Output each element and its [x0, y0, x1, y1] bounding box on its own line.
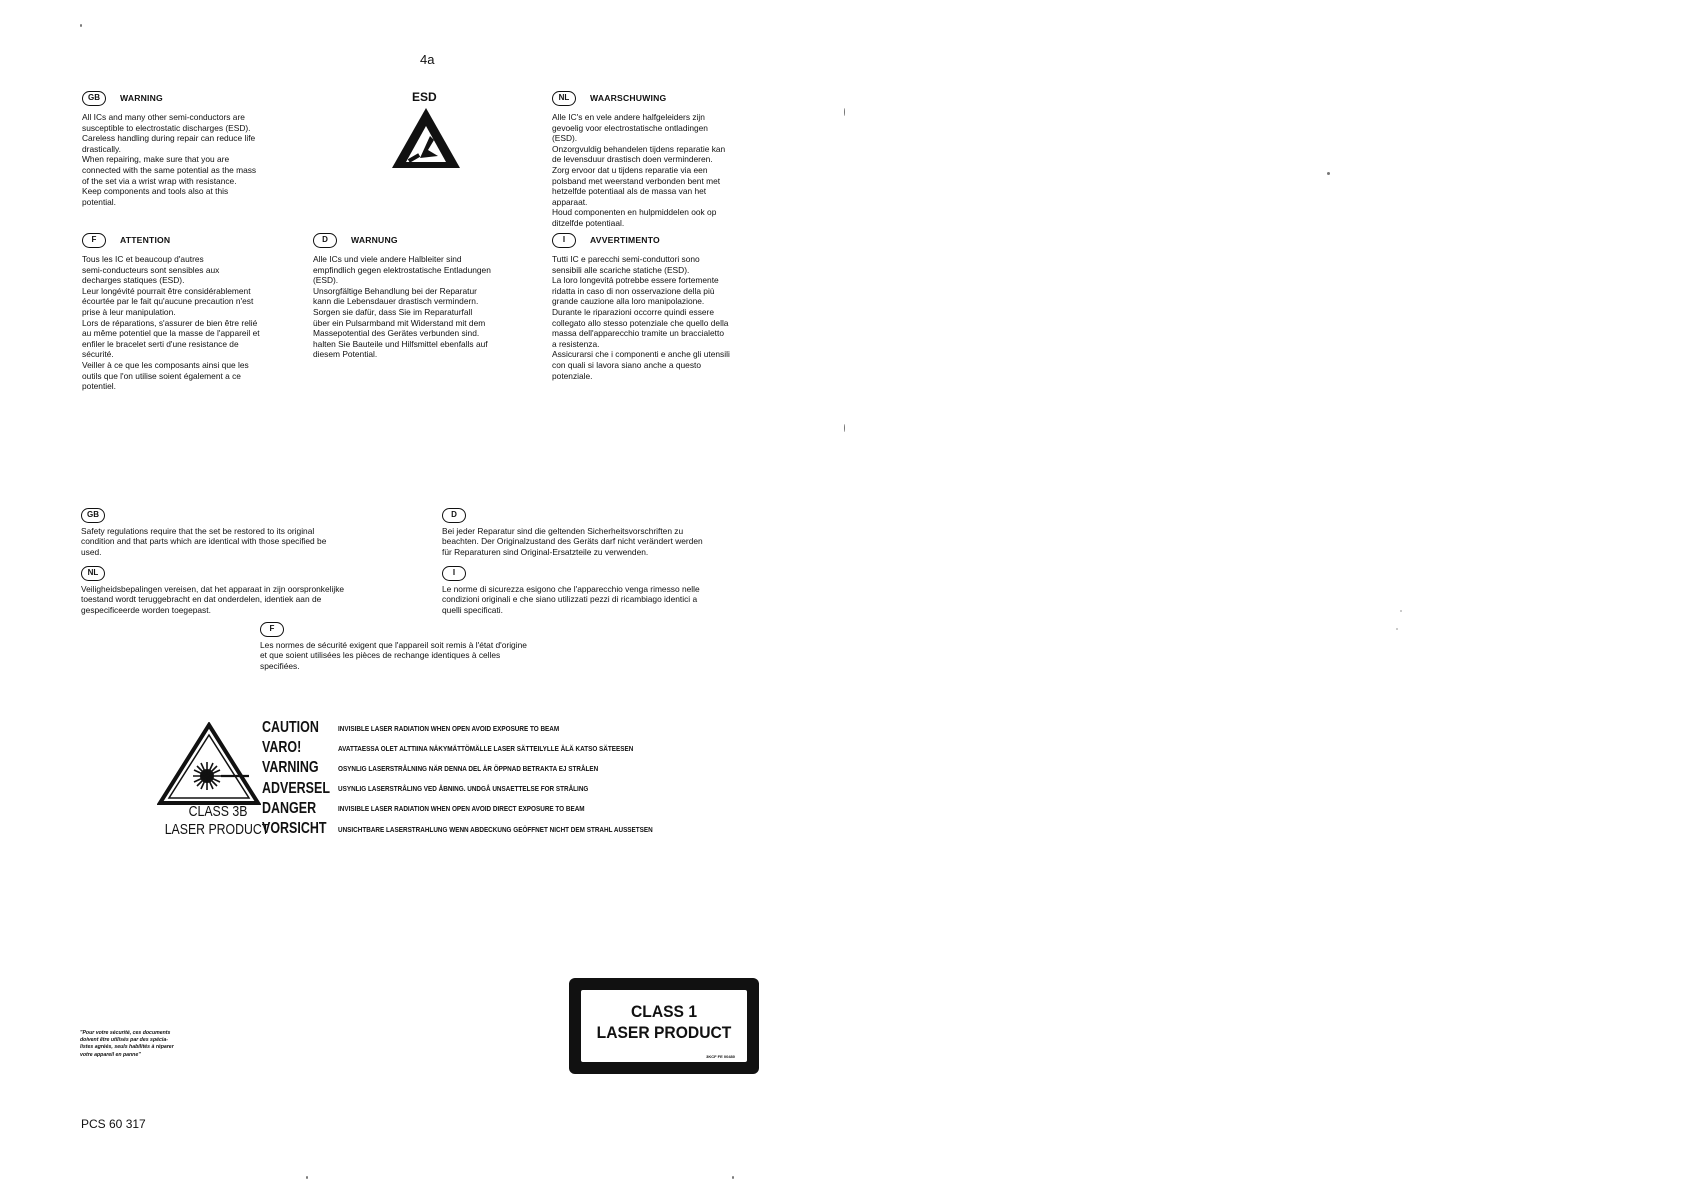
footnote-line: "Pour votre sécurité, ces documents [80, 1030, 171, 1036]
safety-line: Les normes de sécurité exigent que l'appareil soit remis à l'état d'origine [260, 640, 527, 650]
scan-speck [1327, 172, 1330, 175]
warning-line: hetzelfde potentiaal als de massa van het [552, 186, 707, 197]
footnote-line: listes agréés, seuls habilités à réparer [80, 1044, 174, 1051]
safety-f [260, 622, 527, 671]
warning-line: Keep components and tools also at this [82, 186, 229, 197]
safety-line: Bei jeder Reparatur sind die geltenden Sicherheitsvorschriften zu [442, 526, 684, 536]
badge-nl: NL [81, 566, 105, 581]
warning-line: Durante le riparazioni occorre quindi essere [552, 306, 714, 317]
laser-warning-row [262, 758, 704, 778]
page-number: 4a [420, 52, 435, 67]
warning-line: connected with the same potential as the mass [82, 164, 257, 175]
laser-warning-word: VARO! [262, 739, 302, 757]
warning-line: polsband met weerstand verbonden bent met [552, 175, 721, 186]
warning-line: outils que l'on utilise soient également a ce [82, 370, 241, 381]
warning-line: Lors de réparations, s'assurer de bien être relié [82, 317, 258, 328]
safety-d [442, 508, 703, 557]
warning-line: ditzelfde potentiaal. [552, 217, 625, 228]
warning-line: All ICs and many other semi-conductors are [82, 112, 245, 122]
esd-warning-triangle-icon [390, 106, 462, 175]
badge-d: D [442, 508, 466, 523]
warning-title: WARNING [120, 93, 163, 104]
warning-line: über ein Pulsarmband mit Widerstand mit dem [313, 317, 486, 328]
scan-speck [1396, 628, 1398, 630]
warning-line: con quali si lavora siano anche a questo [552, 359, 701, 370]
warning-line: drastically. [82, 143, 121, 154]
warning-line: potentiel. [82, 381, 116, 392]
warning-line: a resistenza. [552, 338, 600, 349]
laser-warning-text: INVISIBLE LASER RADIATION WHEN OPEN AVOID EXPOSURE TO BEAM [338, 723, 560, 733]
warning-line: When repairing, make sure that you are [82, 154, 230, 165]
safety-line: beachten. Der Originalzustand des Geräts darf nicht verändert werden [442, 536, 703, 547]
warning-line: Veiller à ce que les composants ainsi que les [82, 359, 249, 370]
warning-line: apparaat. [552, 196, 588, 207]
warning-line: ridatta in caso di non osservazione della più [552, 285, 715, 296]
laser-warning-word: ADVERSEL [262, 779, 330, 797]
warning-line: Careless handling during repair can reduce life [82, 133, 256, 144]
warning-line: sécurité. [82, 349, 114, 360]
warning-line: diesem Potential. [313, 349, 378, 360]
safety-line: Veiligheidsbepalingen vereisen, dat het apparaat in zijn oorspronkelijke [81, 584, 345, 594]
laser-warning-text: OSYNLIG LASERSTRÅLNING NÄR DENNA DEL ÄR ÖPPNAD BETRAKTA EJ STRÅLEN [338, 763, 599, 773]
warning-line: decharges statiques (ESD). [82, 275, 185, 286]
warning-text [82, 254, 260, 392]
warning-line: enfiler le bracelet serti d'une resistance de [82, 338, 239, 349]
warning-line: Massepotential des Gerätes verbunden sind. [313, 328, 480, 339]
scan-speck [732, 1176, 734, 1179]
laser-warning-row [262, 779, 704, 799]
laser-product-label: LASER PRODUCT [164, 821, 270, 838]
laser-warning-row [262, 799, 704, 819]
safety-line: et que soient utilisées les pièces de rechange identiques à celles [260, 650, 501, 661]
footnote [80, 1030, 174, 1059]
laser-warning-word: DANGER [262, 799, 317, 817]
document-code: PCS 60 317 [81, 1117, 146, 1131]
warning-line: gevoelig voor electrostatische ontladingen [552, 122, 708, 133]
safety-i [442, 566, 700, 615]
warning-title: AVVERTIMENTO [590, 235, 660, 246]
warning-line: Alle IC's en vele andere halfgeleiders zijn [552, 112, 705, 122]
safety-gb [81, 508, 326, 557]
warning-text [552, 254, 730, 381]
warning-line: écourtée par le fait qu'aucune precaution n'est [82, 296, 254, 307]
warning-line: kann die Lebensdauer drastisch vermindern. [313, 296, 479, 307]
safety-nl [81, 566, 344, 615]
warning-line: Unsorgfältige Behandlung bei der Reparatur [313, 285, 477, 296]
safety-line: toestand wordt teruggebracht en dat onderdelen, identiek aan de [81, 594, 322, 605]
class1-line2: LASER PRODUCT [596, 1023, 732, 1042]
laser-warning-word: VORSICHT [262, 820, 327, 838]
warning-line: Leur longévité pourrait être considérablement [82, 285, 251, 296]
safety-line: gespecificeerde worden toegepast. [81, 604, 211, 615]
warning-line: (ESD). [552, 133, 578, 144]
warning-text [552, 112, 725, 229]
footnote-line: votre appareil en panne" [80, 1051, 141, 1058]
scan-speck [80, 24, 82, 27]
warning-line: Zorg ervoor dat u tijdens reparatie via een [552, 164, 708, 175]
warning-line: potenziale. [552, 370, 593, 381]
warning-line: de levensduur drastisch doen verminderen. [552, 154, 713, 165]
warning-title: ATTENTION [120, 235, 171, 246]
warning-line: Sorgen sie dafür, dass Sie im Reparaturfall [313, 306, 473, 317]
warning-text [82, 112, 256, 207]
warning-d [313, 233, 491, 360]
badge-i: I [442, 566, 466, 581]
warning-line: sensibili alle scariche statiche (ESD). [552, 264, 690, 275]
warning-line: Alle ICs und viele andere Halbleiter sind [313, 254, 462, 264]
laser-warning-word: VARNING [262, 759, 319, 777]
laser-warning-text: AVATTAESSA OLET ALTTIINA NÄKYMÄTTÖMÄLLE LASER SÄTTEILYLLE ÄLÄ KATSO SÄTEESEN [338, 743, 634, 753]
warning-line: La loro longevitá potrebbe essere fortemente [552, 275, 719, 286]
safety-line: specifiées. [260, 660, 300, 671]
scan-speck [1400, 610, 1402, 612]
warning-line: Tutti IC e parecchi semi-conduttori sono [552, 254, 700, 264]
warning-nl [552, 91, 725, 229]
safety-line: quelli specificati. [442, 604, 503, 615]
warning-title: WARNUNG [351, 235, 398, 246]
warning-title: WAARSCHUWING [590, 93, 667, 104]
badge-f: F [82, 233, 106, 248]
laser-warning-triangle-icon [157, 722, 261, 811]
badge-f: F [260, 622, 284, 637]
warning-line: Assicurarsi che i componenti e anche gli utensili [552, 349, 730, 360]
esd-title: ESD [412, 90, 437, 104]
warning-f [82, 233, 260, 392]
warning-line: massa dell'apparecchio tramite un braccialetto [552, 328, 724, 339]
warning-line: halten Sie Bauteile und Hilfsmittel ebenfalls auf [313, 338, 488, 349]
warning-line: (ESD). [313, 275, 339, 286]
scan-speck [844, 108, 845, 116]
badge-i: I [552, 233, 576, 248]
class1-code: 3KCF FE 00480 [706, 1054, 735, 1059]
safety-line: used. [81, 546, 102, 557]
laser-class-label: CLASS 3B [188, 803, 248, 820]
scan-speck [844, 424, 845, 432]
warning-line: susceptible to electrostatic discharges (ESD). [82, 122, 251, 133]
safety-line: Safety regulations require that the set be restored to its original [81, 526, 315, 536]
warning-line: Tous les IC et beaucoup d'autres [82, 254, 204, 264]
warning-line: collegato allo stesso potenziale che quello della [552, 317, 729, 328]
footnote-line: doivent être utilisés par des spécia- [80, 1037, 168, 1044]
laser-warning-row [262, 718, 704, 738]
safety-line: für Reparaturen sind Original-Ersatzteile zu verwenden. [442, 546, 649, 557]
class1-line1: CLASS 1 [630, 1002, 698, 1021]
warning-line: Onzorgvuldig behandelen tijdens reparatie kan [552, 143, 726, 154]
laser-warning-word: CAUTION [262, 719, 319, 737]
laser-warning-text: INVISIBLE LASER RADIATION WHEN OPEN AVOID DIRECT EXPOSURE TO BEAM [338, 804, 585, 814]
safety-line: Le norme di sicurezza esigono che l'apparecchio venga rimesso nelle [442, 584, 700, 594]
warning-text [313, 254, 491, 360]
warning-line: semi-conducteurs sont sensibles aux [82, 264, 220, 275]
warning-gb [82, 91, 256, 207]
scan-speck [306, 1176, 308, 1179]
warning-line: au même potentiel que la masse de l'appareil et [82, 328, 260, 339]
warning-line: grande cauzione alla loro manipolazione. [552, 296, 705, 307]
warning-i [552, 233, 730, 381]
warning-line: Houd componenten en hulpmiddelen ook op [552, 207, 717, 218]
badge-nl: NL [552, 91, 576, 106]
class1-laser-label [569, 978, 759, 1074]
laser-warning-text: USYNLIG LASERSTRÅLING VED ÅBNING. UNDGÅ UNSAETTELSE FOR STRÅLING [338, 784, 589, 794]
warning-line: potential. [82, 196, 116, 207]
laser-warning-row [262, 819, 704, 839]
safety-line: condizioni originali e che siano utilizzati pezzi di ricambiago identici a [442, 594, 698, 605]
laser-warning-list [262, 718, 704, 839]
safety-line: condition and that parts which are identical with those specified be [81, 536, 327, 547]
laser-warning-row [262, 738, 704, 758]
badge-gb: GB [82, 91, 106, 106]
laser-warning-text: UNSICHTBARE LASERSTRAHLUNG WENN ABDECKUNG GEÖFFNET NICHT DEM STRAHL AUSSETSEN [338, 824, 653, 834]
badge-d: D [313, 233, 337, 248]
warning-line: prise à leur manipulation. [82, 306, 176, 317]
warning-line: empfindlich gegen elektrostatische Entladungen [313, 264, 491, 275]
warning-line: of the set via a wrist wrap with resistance. [82, 175, 237, 186]
badge-gb: GB [81, 508, 105, 523]
